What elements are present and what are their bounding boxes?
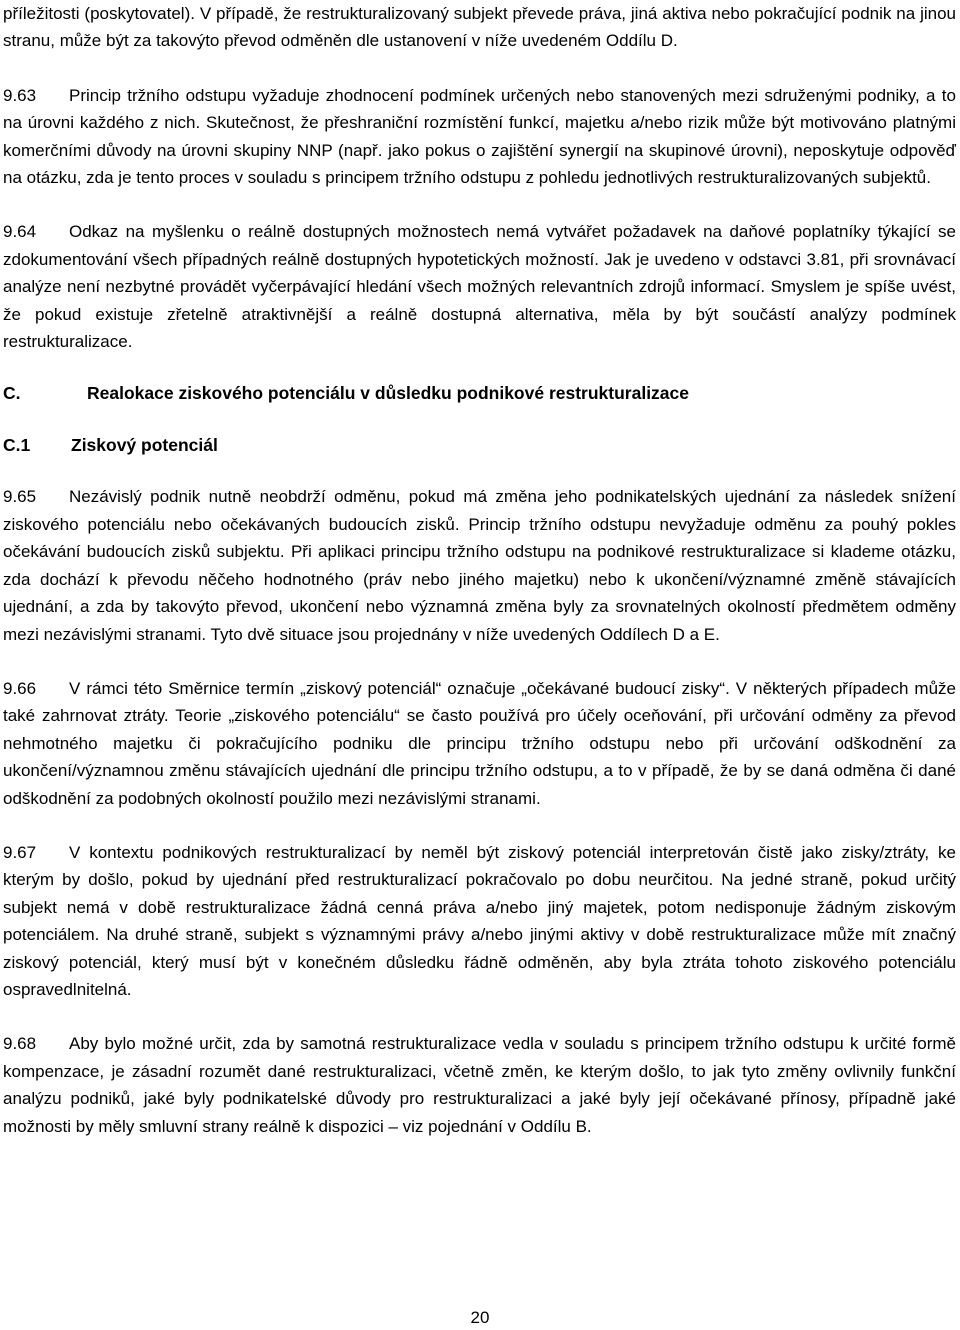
- paragraph-number: 9.64: [3, 222, 37, 242]
- paragraph-number: 9.67: [3, 842, 37, 862]
- paragraph-9-66: [3, 675, 956, 812]
- paragraph-text: V kontextu podnikových restrukturalizací by neměl být ziskový potenciál interpretován čistě jako zisky/ztráty, ke kterým by došlo, pokud by ujednání před restrukturalizací pokračovalo po dobu neurčitou. Na jedné straně, pokud určitý subjekt nemá v době restrukturalizace žádná cenná práva a/nebo jiný majetek, potom nedisponuje žádným ziskovým potenciálem. Na druhé straně, subjekt s významnými právy a/nebo jinými aktivy v době restrukturalizace může mít značný ziskový potenciál, který musí být v konečném důsledku řádně odměněn, aby byla ztráta tohoto ziskového potenciálu ospravedlnitelná.: [3, 842, 956, 999]
- section-title: Ziskový potenciál: [71, 435, 218, 456]
- paragraph-9-68: [3, 1030, 956, 1140]
- paragraph-text: Nezávislý podnik nutně neobdrží odměnu, pokud má změna jeho podnikatelských ujednání za následek snížení ziskového potenciálu nebo očekávaných budoucích zisků. Princip tržního odstupu nevyžaduje odměnu za pouhý pokles očekávání budoucích zisků subjektu. Při aplikaci principu tržního odstupu na podnikové restrukturalizace si klademe otázku, zda dochází k převodu něčeho hodnotného (práv nebo jiného majetku) nebo k ukončení/významné změně stávajících ujednání, a zda by takovýto převod, ukončení nebo významná změna byly za srovnatelných okolností předmětem odměny mezi nezávislými stranami. Tyto dvě situace jsou projednány v níže uvedených Oddílech D a E.: [3, 487, 956, 644]
- paragraph-9-64: [3, 218, 956, 355]
- paragraph-9-63: [3, 82, 956, 192]
- paragraph-text: Princip tržního odstupu vyžaduje zhodnocení podmínek určených nebo stanovených mezi sdruženými podniky, a to na úrovni každého z nich. Skutečnost, že přeshraniční rozmístění funkcí, majetku a/nebo rizik může být motivováno platnými komerčními důvody na úrovni skupiny NNP (např. jako pokus o zajištění synergií na skupinové úrovni), neposkytuje odpověď na otázku, zda je tento proces v souladu s principem tržního odstupu z pohledu jednotlivých restrukturalizovaných subjektů.: [3, 85, 956, 188]
- paragraph-text: Aby bylo možné určit, zda by samotná restrukturalizace vedla v souladu s principem tržního odstupu k určité formě kompenzace, je zásadní rozumět dané restrukturalizaci, včetně změn, ke kterým došlo, to jak tyto změny ovlivnily funkční analýzu podniků, jaké byly podnikatelské důvody pro restrukturalizaci a jaké byly její očekávané přínosy, případně jaké možnosti by měly smluvní strany reálně k dispozici – viz pojednání v Oddílu B.: [3, 1034, 956, 1136]
- paragraph-number: 9.68: [3, 1034, 37, 1054]
- section-number: C.1: [3, 435, 31, 456]
- paragraph-9-65: [3, 483, 956, 647]
- section-title: Realokace ziskového potenciálu v důsledku podnikové restrukturalizace: [87, 383, 690, 404]
- paragraph-text: Odkaz na myšlenku o reálně dostupných možnostech nemá vytvářet požadavek na daňové poplatníky týkající se zdokumentování všech případných reálně dostupných hypotetických možností. Jak je uvedeno v odstavci 3.81, při srovnávací analýze není nezbytné provádět vyčerpávající hledání všech možných relevantních zdrojů informací. Smyslem je spíše uvést, že pokud existuje zřetelně atraktivnější a reálně dostupná alternativa, měla by být součástí analýzy podmínek restrukturalizace.: [3, 222, 956, 352]
- paragraph-number: 9.65: [3, 487, 37, 507]
- page-number: 20: [470, 1308, 490, 1327]
- section-number: C.: [3, 383, 21, 404]
- section-heading-c: [3, 380, 956, 407]
- paragraph-9-67: [3, 839, 956, 1003]
- paragraph-number: 9.66: [3, 678, 37, 698]
- paragraph-text: V rámci této Směrnice termín „ziskový potenciál“ označuje „očekávané budoucí zisky“. V některých případech může také zahrnovat ztráty. Teorie „ziskového potenciálu“ se často používá pro účely oceňování, při určování odměny za převod nehmotného majetku či pokračujícího podniku dle principu tržního odstupu nebo při určování odškodnění za ukončení/významnou změnu stávajících ujednání dle principu tržního odstupu, a to v případě, že by se daná odměna či dané odškodnění za podobných okolností použilo mezi nezávislými stranami.: [3, 678, 956, 808]
- section-heading-c1: [3, 432, 956, 459]
- intro-paragraph: příležitosti (poskytovatel). V případě, že restrukturalizovaný subjekt převede práva, jiná aktiva nebo pokračující podnik na jinou stranu, může být za takovýto převod odměněn dle ustanovení v níže uvedeném Oddílu D.: [3, 4, 956, 51]
- paragraph-number: 9.63: [3, 85, 37, 105]
